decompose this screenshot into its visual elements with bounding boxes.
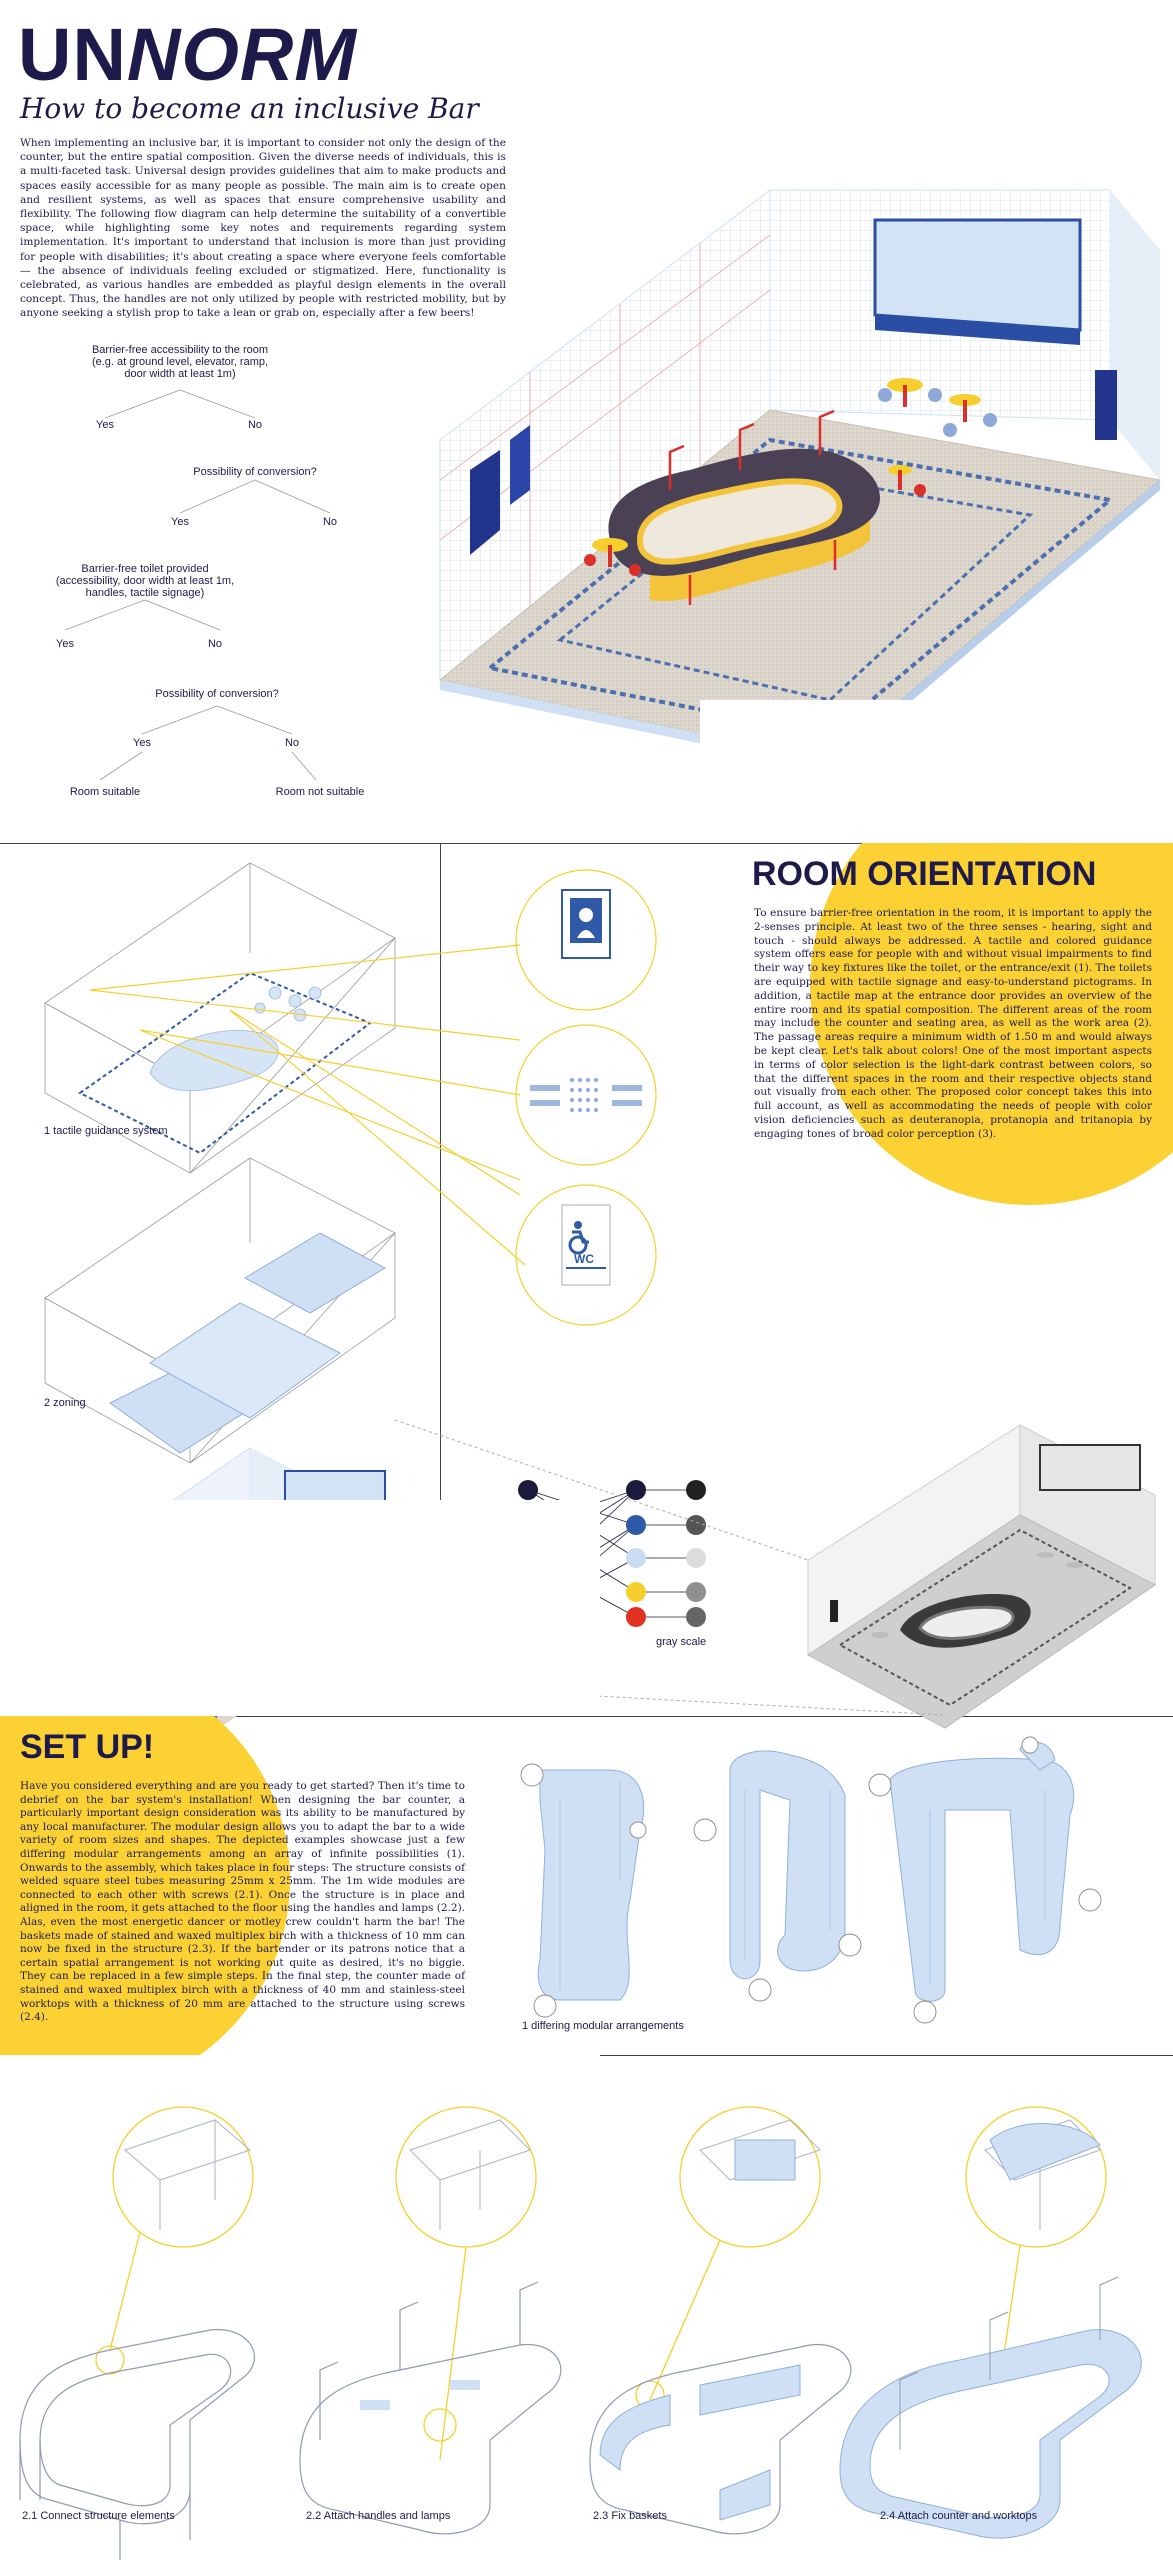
intro-text: When implementing an inclusive bar, it is important to consider not only the design of the counter, but the entire spatial composition. Given the diverse needs of individuals, this is a multi-faceted task. Universal design provides guidelines that aim to make products and spaces easily accessible for as many people as possible. The main aim is to create open and resilient systems, as well as spaces that ensure comprehensive usability and flexibility. The following flow diagram can help determine the suitability of a convertible space, while highlighting some key notes and requirements regarding system implementation. It's important to understand that inclusion is more than just providing for people with disabilities; it's about creating a space where everyone feels comfortable — the absence of individuals feeling excluded or stigmatized. Here, functionality is celebrated, as various handles are embedded as playful design elements in the overall concept. Thus, the handles are not only utilized by people with restricted mobility, but by anyone seeking a stylish prop to take a lean or grab on, especially after a few beers! [20, 137, 506, 320]
flow-q1: Barrier-free accessibility to the room (e.g. at ground level, elevator, ramp, door width at least 1m) [91, 344, 269, 380]
flow-q4-yes: Yes [133, 737, 151, 749]
flow-q4: Possibility of conversion? [155, 688, 279, 700]
wc-sign-label: WC [574, 1252, 594, 1266]
flow-q2-no: No [322, 516, 338, 528]
step-2-3-caption: 2.3 Fix baskets [593, 2510, 667, 2522]
poster-subtitle: How to become an inclusive Bar [20, 92, 479, 125]
step-2-2-caption: 2.2 Attach handles and lamps [306, 2510, 451, 2522]
caption-zoning: 2 zoning [44, 1397, 86, 1409]
caption-modular-arrangements: 1 differing modular arrangements [522, 2020, 684, 2032]
room-orientation-text: To ensure barrier-free orientation in the room, it is important to apply the 2-senses principle. At least two of the three senses - hearing, sight and touch - should always be addressed. A tactile and colored guidance system offers ease for people with and without visual impairments to find their way to key fixtures like the toilet, or the entrance/exit (1). The toilets are equipped with tactile signage and easy-to-understand pictograms. In addition, a tactile map at the entrance door provides an overview of the entire room and its spatial composition. The different areas of the room may include the counter and seating area, as well as the work area (2). The passage areas require a minimum width of 1.50 m and would always be kept clear. Let's talk about colors! One of the most important aspects in terms of color selection is the light-dark contrast between colors, so that the different spaces in the room and their respective objects stand out visually from each other. The proposed color concept takes this into full account, as well as accommodating the needs of people with color vision deficiencies such as deuteranopia, protanopia and tritanopia by engaging tones of broad color perception (3). [754, 907, 1152, 1140]
flow-q2-yes: Yes [171, 516, 189, 528]
flow-q3: Barrier-free toilet provided (accessibility, door width at least 1m, handles, tactile signage) [55, 563, 235, 599]
room-orientation-heading: ROOM ORIENTATION [752, 855, 1097, 893]
title-un: UN [18, 13, 127, 96]
flow-result-not-suitable: Room not suitable [275, 786, 365, 798]
flow-q3-yes: Yes [56, 638, 74, 650]
setup-text: Have you considered everything and are you ready to get started? Then it's time to debrief on the bar system's installation! When designing the bar counter, a particularly important design consideration was its ability to be manufactured by any local manufacturer. The modular design allows you to adapt the bar to a wide variety of room sizes and shapes. The depicted examples showcase just a few differing modular arrangements among an array of infinite possibilities (1). Onwards to the assembly, which takes place in four steps: The structure consists of welded square steel tubes measuring 25mm x 25mm. The 1m wide modules are connected to each other with screws (2.1). Once the structure is in place and aligned in the room, it gets attached to the floor using the handles and lamps (2.2). Alas, even the most energetic dancer or motley crew couldn't harm the bar! The baskets made of stained and waxed multiplex birch with a thickness of 10 mm can now be fixed in the structure (2.3). If the bartender or its patrons notice that a certain spatial arrangement is not working out quite as desired, it's no biggie. They can be replaced in a few simple steps. In the final step, the counter made of stained and waxed multiplex birch with a thickness of 40 mm and stainless-steel worktops with a thickness of 20 mm are attached to the structure using screws (2.4). [20, 1780, 465, 2024]
flow-q2: Possibility of conversion? [193, 466, 317, 478]
step-2-4-caption: 2.4 Attach counter and worktops [880, 2510, 1038, 2522]
flow-q4-no: No [284, 737, 300, 749]
flow-q1-no: No [247, 419, 263, 431]
setup-heading: SET UP! [20, 1728, 155, 1766]
step-2-1-caption: 2.1 Connect structure elements [22, 2510, 175, 2522]
flow-result-suitable: Room suitable [69, 786, 141, 798]
caption-tactile-guidance: 1 tactile guidance system [44, 1125, 168, 1137]
grayscale-label: gray scale [656, 1636, 707, 1648]
flow-q1-yes: Yes [96, 419, 114, 431]
flow-q3-no: No [207, 638, 223, 650]
title-norm: NORM [126, 13, 357, 96]
